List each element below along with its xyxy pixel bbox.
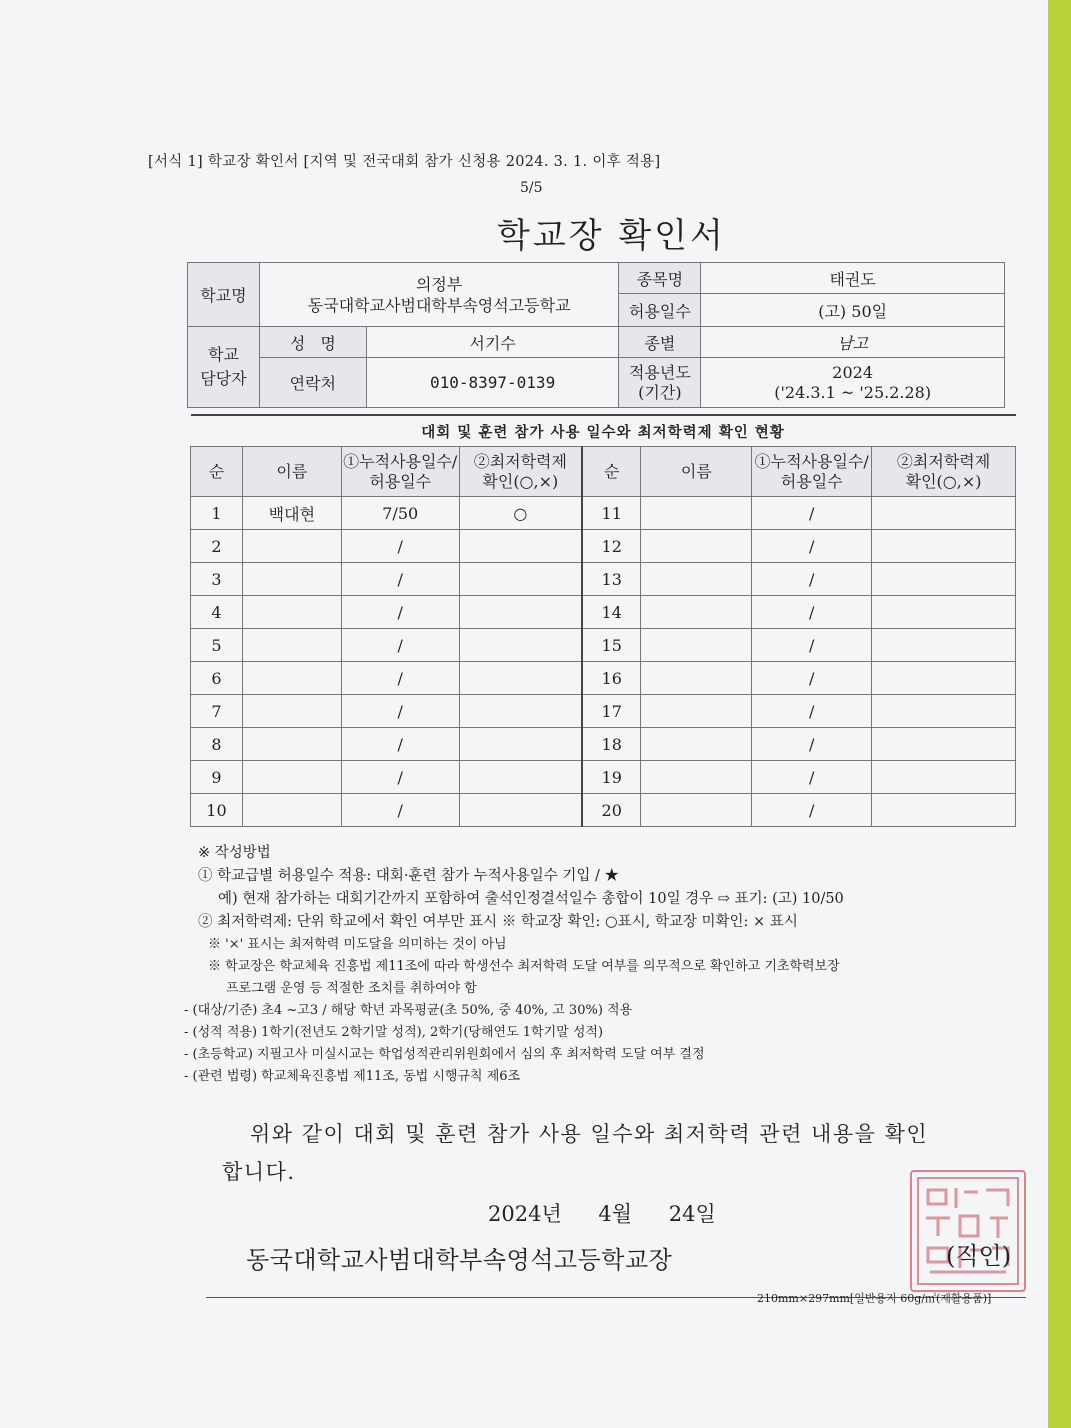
gender-value: 남고 xyxy=(701,327,1005,358)
row-check-left xyxy=(459,662,582,695)
row-name-left xyxy=(242,629,341,662)
notes-line-4: ※ '×' 표시는 최저학력 미도달을 의미하는 것이 아님 xyxy=(208,937,507,952)
name-value: 서기수 xyxy=(366,327,619,358)
row-no-right: 18 xyxy=(582,728,641,761)
row-check-right xyxy=(872,563,1016,596)
row-days-left: / xyxy=(341,563,459,596)
row-name-left xyxy=(242,794,341,827)
header-days-line2: 허용일수 xyxy=(780,471,843,491)
header-check-line2: 확인(○,×) xyxy=(905,471,982,491)
row-name-right xyxy=(641,761,752,794)
row-check-right xyxy=(872,794,1016,827)
table-row xyxy=(191,662,1016,695)
principal-title: 동국대학교사범대학부속영석고등학교장 xyxy=(246,1246,673,1274)
row-days-right: / xyxy=(752,761,872,794)
row-no-left: 3 xyxy=(191,563,243,596)
staff-label-line1: 학교 xyxy=(207,345,239,364)
row-name-left xyxy=(242,728,341,761)
row-name-left: 백대현 xyxy=(242,497,341,530)
row-check-right xyxy=(872,530,1016,563)
row-no-right: 17 xyxy=(582,695,641,728)
row-no-right: 13 xyxy=(582,563,641,596)
row-days-left: 7/50 xyxy=(341,497,459,530)
row-days-left: / xyxy=(341,596,459,629)
row-no-left: 8 xyxy=(191,728,243,761)
confirmation-statement xyxy=(222,1115,929,1191)
header-name-left: 이름 xyxy=(242,447,341,497)
row-days-right: / xyxy=(752,728,872,761)
row-check-left xyxy=(459,761,582,794)
row-no-left: 1 xyxy=(191,497,243,530)
notes-line-7: - (대상/기준) 초4 ~고3 / 해당 학년 과목평균(초 50%, 중 40%, 고 30%) 적용 xyxy=(184,1003,633,1018)
header-check-line2: 확인(○,×) xyxy=(482,471,559,491)
year-value xyxy=(701,358,1005,408)
row-name-left xyxy=(242,761,341,794)
row-no-left: 7 xyxy=(191,695,243,728)
header-days-line2: 허용일수 xyxy=(369,471,432,491)
row-check-left xyxy=(459,563,582,596)
year-label xyxy=(619,358,701,408)
row-name-right xyxy=(641,728,752,761)
row-check-left xyxy=(459,629,582,662)
year-value-line2: ('24.3.1 ~ '25.2.28) xyxy=(774,382,932,402)
row-check-right xyxy=(872,497,1016,530)
row-no-right: 15 xyxy=(582,629,641,662)
row-check-right xyxy=(872,629,1016,662)
notes-line-3: ② 최저학력제: 단위 학교에서 확인 여부만 표시 ※ 학교장 확인: ○표시, 학교장 미확인: × 표시 xyxy=(198,914,798,930)
row-days-right: / xyxy=(752,695,872,728)
header-check-left xyxy=(459,447,582,497)
school-label: 학교명 xyxy=(188,263,260,327)
row-name-left xyxy=(242,695,341,728)
row-no-right: 20 xyxy=(582,794,641,827)
row-no-right: 11 xyxy=(582,497,641,530)
header-days-right xyxy=(752,447,872,497)
row-days-left: / xyxy=(341,728,459,761)
row-name-right xyxy=(641,563,752,596)
row-check-left: ○ xyxy=(459,497,582,530)
row-no-left: 2 xyxy=(191,530,243,563)
row-days-left: / xyxy=(341,761,459,794)
row-days-left: / xyxy=(341,794,459,827)
official-seal-stamp xyxy=(910,1170,1026,1292)
confirmation-line-2: 합니다. xyxy=(222,1160,296,1184)
allowed-days-label: 허용일수 xyxy=(619,294,701,327)
table-row xyxy=(191,728,1016,761)
table-row xyxy=(191,497,1016,530)
row-check-right xyxy=(872,662,1016,695)
row-check-right xyxy=(872,761,1016,794)
row-name-right xyxy=(641,530,752,563)
row-no-right: 16 xyxy=(582,662,641,695)
info-table xyxy=(187,262,1005,408)
header-check-line1: ②최저학력제 xyxy=(896,451,991,471)
row-days-left: / xyxy=(341,629,459,662)
allowed-days-value: (고) 50일 xyxy=(701,294,1005,327)
table-row xyxy=(191,695,1016,728)
document-title: 학교장 확인서 xyxy=(497,216,726,256)
header-name-right: 이름 xyxy=(641,447,752,497)
table-row xyxy=(191,563,1016,596)
row-name-right xyxy=(641,794,752,827)
row-name-left xyxy=(242,662,341,695)
row-days-right: / xyxy=(752,563,872,596)
paper-size-note: 210mm×297mm[일반용지 60g/㎡(재활용품)] xyxy=(757,1292,992,1305)
row-days-right: / xyxy=(752,662,872,695)
row-name-right xyxy=(641,695,752,728)
staff-label xyxy=(188,327,260,408)
table-row xyxy=(191,629,1016,662)
row-name-right xyxy=(641,662,752,695)
row-days-right: / xyxy=(752,794,872,827)
row-no-left: 4 xyxy=(191,596,243,629)
table-row xyxy=(191,761,1016,794)
status-table xyxy=(190,414,1016,827)
seal-pattern xyxy=(912,1172,1024,1290)
row-name-right xyxy=(641,629,752,662)
status-table-caption: 대회 및 훈련 참가 사용 일수와 최저학력제 확인 현황 xyxy=(191,415,1016,447)
notes-line-2: 예) 현재 참가하는 대회기간까지 포함하여 출석인정결석일수 총합이 10일 경우 ⇨ 표기: (고) 10/50 xyxy=(218,891,844,907)
row-name-right xyxy=(641,497,752,530)
seal-label: (직인) xyxy=(946,1242,1012,1270)
row-check-right xyxy=(872,695,1016,728)
row-no-left: 9 xyxy=(191,761,243,794)
row-no-left: 6 xyxy=(191,662,243,695)
table-row xyxy=(191,530,1016,563)
date-year: 2024년 xyxy=(488,1202,562,1226)
notes-section xyxy=(184,842,844,1088)
row-days-left: / xyxy=(341,695,459,728)
form-header: [서식 1] 학교장 확인서 [지역 및 전국대회 참가 신청용 2024. 3. 1. 이후 적용] xyxy=(148,154,661,170)
row-name-left xyxy=(242,563,341,596)
notes-line-10: - (관련 법령) 학교체육진흥법 제11조, 동법 시행규칙 제6조 xyxy=(184,1069,521,1084)
table-row xyxy=(191,794,1016,827)
notes-line-6: 프로그램 운영 등 적절한 조치를 취하여야 함 xyxy=(226,981,477,996)
gender-label: 종별 xyxy=(619,327,701,358)
row-check-left xyxy=(459,794,582,827)
sport-value: 태권도 xyxy=(701,263,1005,294)
table-row xyxy=(191,596,1016,629)
staff-label-line2: 담당자 xyxy=(200,369,247,388)
row-no-right: 12 xyxy=(582,530,641,563)
row-no-right: 14 xyxy=(582,596,641,629)
row-no-right: 19 xyxy=(582,761,641,794)
row-check-right xyxy=(872,596,1016,629)
header-days-line1: ①누적사용일수/ xyxy=(754,451,869,471)
row-days-right: / xyxy=(752,596,872,629)
row-check-left xyxy=(459,728,582,761)
row-days-right: / xyxy=(752,530,872,563)
row-days-left: / xyxy=(341,662,459,695)
row-name-right xyxy=(641,596,752,629)
contact-value: 010-8397-0139 xyxy=(366,358,619,408)
notes-line-9: - (초등학교) 지필고사 미실시교는 학업성적관리위원회에서 심의 후 최저학력 도달 여부 결정 xyxy=(184,1047,705,1062)
row-name-left xyxy=(242,530,341,563)
date-month: 4월 xyxy=(598,1202,633,1226)
page-number: 5/5 xyxy=(520,180,543,196)
school-name-line2: 동국대학교사범대학부속영석고등학교 xyxy=(307,295,571,315)
issue-date xyxy=(488,1198,716,1228)
header-no-left: 순 xyxy=(191,447,243,497)
row-days-right: / xyxy=(752,629,872,662)
row-check-left xyxy=(459,596,582,629)
header-check-line1: ②최저학력제 xyxy=(473,451,567,471)
row-check-left xyxy=(459,530,582,563)
notes-line-5: ※ 학교장은 학교체육 진흥법 제11조에 따라 학생선수 최저학력 도달 여부를 의무적으로 확인하고 기초학력보장 xyxy=(208,959,840,974)
year-label-line2: (기간) xyxy=(638,382,682,402)
row-days-right: / xyxy=(752,497,872,530)
notes-line-8: - (성적 적용) 1학기(전년도 2학기말 성적), 2학기(당해연도 1학기말 성적) xyxy=(184,1025,604,1040)
confirmation-line-1: 위와 같이 대회 및 훈련 참가 사용 일수와 최저학력 관련 내용을 확인 xyxy=(250,1122,929,1146)
row-no-left: 5 xyxy=(191,629,243,662)
notes-line-1: ① 학교급별 허용일수 적용: 대회·훈련 참가 누적사용일수 기입 / ★ xyxy=(198,868,620,884)
sport-label: 종목명 xyxy=(619,263,701,294)
year-value-line1: 2024 xyxy=(832,362,874,382)
year-label-line1: 적용년도 xyxy=(628,362,691,382)
notes-heading: ※ 작성방법 xyxy=(198,845,271,861)
contact-label: 연락처 xyxy=(259,358,366,408)
row-check-right xyxy=(872,728,1016,761)
header-check-right xyxy=(872,447,1016,497)
row-no-left: 10 xyxy=(191,794,243,827)
row-name-left xyxy=(242,596,341,629)
school-name xyxy=(259,263,619,327)
date-day: 24일 xyxy=(668,1202,716,1226)
header-days-line1: ①누적사용일수/ xyxy=(343,451,458,471)
school-name-line1: 의정부 xyxy=(415,274,463,294)
header-no-right: 순 xyxy=(582,447,641,497)
name-label: 성 명 xyxy=(259,327,366,358)
header-days-left xyxy=(341,447,459,497)
row-days-left: / xyxy=(341,530,459,563)
row-check-left xyxy=(459,695,582,728)
